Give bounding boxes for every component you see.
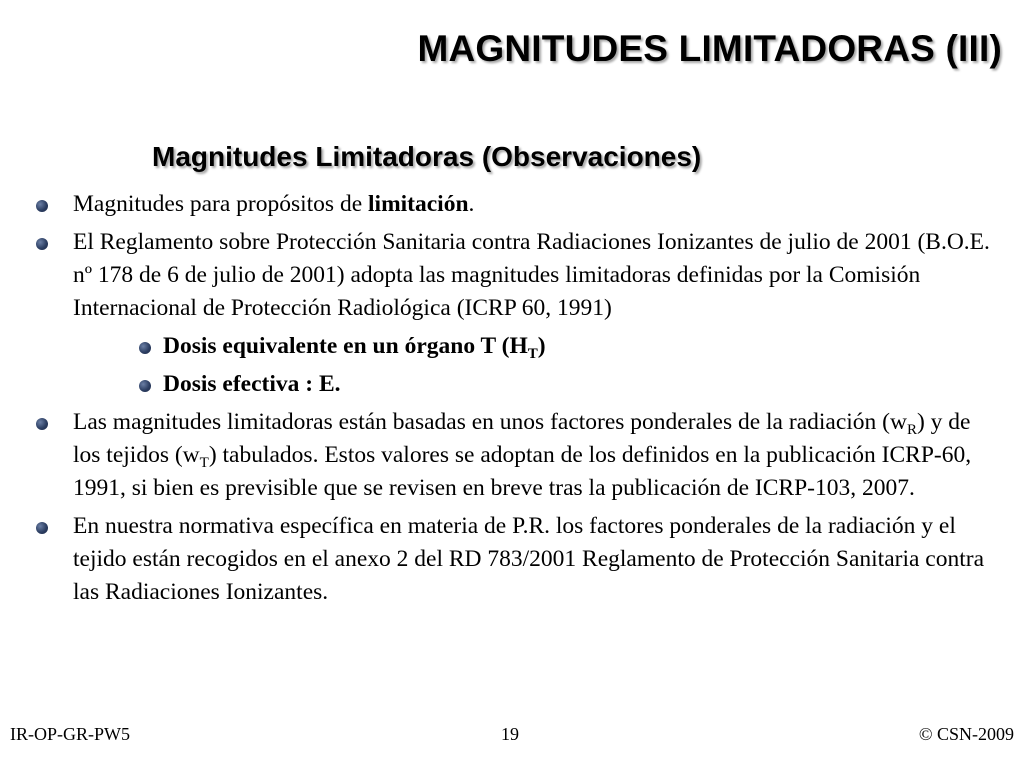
bullet-dot-icon [36, 238, 48, 250]
footer-copyright: © CSN-2009 [918, 724, 1014, 744]
subbullet-equivalent-dose [30, 330, 1000, 363]
subscript-t: T [199, 455, 209, 471]
bullet-text-part2: ) y de los tejidos (w [73, 409, 971, 468]
footer-document-code: IR-OP-GR-PW5 [10, 724, 130, 744]
bullet-weighting-factors [30, 406, 1000, 505]
slide-subtitle: Magnitudes Limitadoras (Observaciones) [152, 141, 702, 172]
bullet-dot-icon [139, 380, 151, 392]
subbullet-text: Dosis efectiva : E. [163, 371, 341, 397]
subscript-r: R [906, 422, 917, 438]
bullet-dot-icon [36, 418, 48, 430]
bullet-text-part3: ) tabulados. Estos valores se adoptan de los definidos en la publicación ICRP-60, 1991, si bien es previsible que se revisen en breve tras la publicación de ICRP-103, 2007. [73, 442, 972, 501]
bullet-list [30, 188, 1000, 614]
bullet-text-end: . [468, 191, 475, 217]
bullet-limitation-purpose [30, 188, 1000, 221]
bullet-dot-icon [36, 522, 48, 534]
bullet-text: Magnitudes para propósitos de [73, 191, 369, 217]
subbullet-text: Dosis equivalente en un órgano T (H [163, 333, 528, 359]
bullet-dot-icon [139, 342, 151, 354]
subscript-t: T [527, 346, 538, 362]
slide-title: MAGNITUDES LIMITADORAS (III) [417, 28, 1002, 69]
bullet-text: En nuestra normativa específica en materia de P.R. los factores ponderales de la radiación y el tejido están recogidos en el anexo 2 del RD 783/2001 Reglamento de Protección Sanitaria contra las Radiaciones Ionizantes. [73, 513, 985, 605]
bullet-text: El Reglamento sobre Protección Sanitaria contra Radiaciones Ionizantes de julio de 2001 (B.O.E. nº 178 de 6 de julio de 2001) adopta las magnitudes limitadoras definidas por la Comisión Internacional de Protección Radiológica (ICRP 60, 1991) [73, 229, 990, 321]
subbullet-effective-dose [30, 368, 1000, 401]
footer-page-number: 19 [501, 724, 519, 744]
bullet-bold-term: limitación [368, 191, 469, 217]
bullet-national-regulation [30, 510, 1000, 609]
bullet-text-part1: Las magnitudes limitadoras están basadas en unos factores ponderales de la radiación (w [73, 409, 907, 435]
bullet-regulation [30, 226, 1000, 325]
bullet-dot-icon [36, 200, 48, 212]
subbullet-text-end: ) [537, 333, 546, 359]
